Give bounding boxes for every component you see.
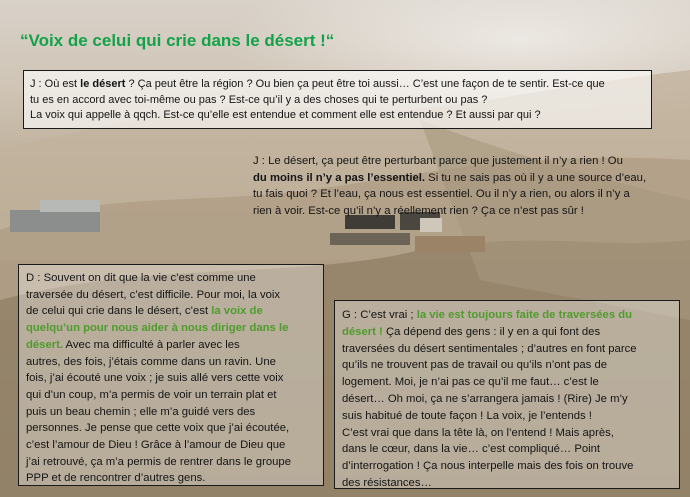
text-line: traversées du désert sentimentales ; d’autres en font parce [342,342,637,355]
dialogue-box-d [18,264,324,486]
text-line: rien à voir. Est-ce qu’il n’y a réellement rien ? Ça ce n’est pas sûr ! [253,204,584,217]
text-line: C’est vrai que dans la tête là, on l’entend ! Mais après, [342,426,614,439]
text-line: d’interrogation ! Ça nous interpelle mais des fois on trouve [342,460,634,473]
dialogue-box-g [334,300,680,489]
text-line: La voix qui appelle à qqch. Est-ce qu’elle est entendue et comment elle est entendue ? Et aussi par qui ? [30,109,541,122]
text-line: désert… Oh moi, ça ne s’arrangera jamais ! (Rire) Je m’y [342,392,628,405]
shelter [330,233,410,245]
text-line: tu es en accord avec toi-même ou pas ? Est-ce qu’il y a des choses qui te perturbent ou pas ? [30,93,488,106]
building [10,210,100,232]
text-line: dans le cœur, dans la vie… c’est compliqué… Point [342,443,601,456]
dialogue-text-j-answer [250,153,655,220]
text-line: J : Où est le désert ? Ça peut être la région ? Ou bien ça peut être toi aussi… C’est une façon de te sentir. Est-ce que [30,78,605,90]
text-line: qu’ils ne trouvent pas de travail ou qu’ils n’ont pas de [342,359,608,372]
text-line: tu fais quoi ? Et l’eau, ça nous est essentiel. Ou il n’y a rien, ou alors il n’y a [253,188,630,200]
text-line: désert. Avec ma difficulté à parler avec les [26,338,240,351]
text-line: j’ai retrouvé, ça m’a permis de rentrer dans le groupe [26,455,291,468]
text-line: suis habitué de toute façon ! La voix, je l’entends ! [342,409,592,422]
text-line: qui d’un coup, m’a permis de voir un terrain plat et [26,388,277,401]
text-line: de celui qui crie dans le désert, c’est la voix de [26,305,263,318]
text-line: des résistances… [342,476,432,489]
text-line: c’est l’amour de Dieu ! Grâce à l’amour de Dieu que [26,439,286,452]
shack [420,218,442,232]
text-line: puis un beau chemin ; elle m’a guidé vers des [26,405,256,418]
building-roof [40,200,100,212]
text-line: logement. Moi, je n’ai pas ce qu’il me faut… c’est le [342,376,599,389]
text-line: quelqu’un pour nous aider à nous diriger dans le [26,322,289,335]
dialogue-box-j-question [23,70,652,129]
text-line: du moins il n’y a pas l’essentiel. Si tu ne sais pas où il y a une source d’eau, [253,171,647,184]
fence [415,236,485,252]
text-line: fois, j’ai écouté une voix ; je suis allé vers cette voix [26,372,284,385]
text-line: désert ! Ça dépend des gens : il y en a qui font des [342,325,601,338]
text-line: J : Le désert, ça peut être perturbant parce que justement il n’y a rien ! Ou [253,155,623,167]
slide-title: “Voix de celui qui crie dans le désert !“ [20,31,335,50]
text-line: personnes. Je pense que cette voix que j’ai écoutée, [26,422,290,435]
text-line: D : Souvent on dit que la vie c’est comme une [26,272,256,284]
text-line: traversée du désert, c’est difficile. Pour moi, la voix [26,288,281,301]
text-line: G : C’est vrai ; la vie est toujours faite de traversées du [342,309,633,321]
text-line: PPP et de rencontrer d’autres gens. [26,472,206,485]
text-line: autres, des fois, j’étais comme dans un ravin. Une [26,355,276,368]
